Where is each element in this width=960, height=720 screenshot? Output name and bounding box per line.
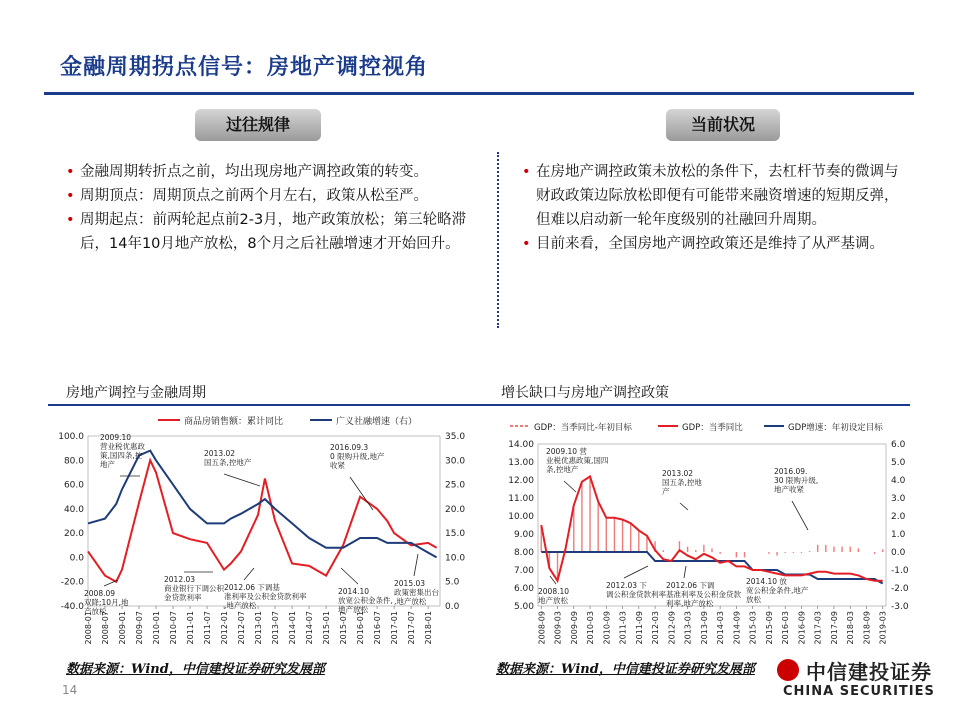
x-tick-label: 2009-01: [118, 611, 128, 645]
annotation-label: 2016.09.3: [330, 443, 369, 452]
x-tick-label: 2008-09: [537, 611, 547, 645]
annotation-label: 产放松: [84, 607, 107, 616]
x-tick-label: 2010-07: [169, 611, 179, 645]
annotation-label: 2012.06 下调: [666, 581, 715, 590]
y-right-tick-label: 25.0: [445, 480, 466, 491]
x-tick-label: 2017-07: [407, 611, 417, 645]
y-left-tick-label: 0.0: [69, 553, 84, 564]
annotation-label: 业税优惠政策,国四: [546, 456, 609, 465]
logo-text-en: CHINA SECURITIES: [783, 684, 935, 699]
current-status-list: [520, 160, 902, 256]
annotation-label: 调公积金贷款利率: [606, 590, 666, 599]
annotation-label: 2014.10 放: [746, 577, 787, 586]
x-tick-label: 2016-03: [781, 611, 791, 645]
x-tick-label: 2013-01: [254, 611, 264, 645]
annotation-arrow: [350, 477, 373, 510]
y-right-tick-label: 2.0: [891, 512, 906, 522]
y-left-tick-label: 80.0: [63, 456, 84, 467]
x-tick-label: 2018-09: [862, 611, 872, 645]
annotation-label: 2012.03 下: [606, 581, 647, 590]
legend-label: 商品房销售额：累计同比: [184, 417, 284, 427]
x-tick-label: 2013-03: [683, 611, 693, 645]
y-left-tick-label: 40.0: [63, 504, 84, 515]
annotation-label: 国五条,控地: [662, 478, 702, 487]
bullet-item: • 周期顶点：周期顶点之前两个月左右，政策从松至严。: [64, 184, 494, 208]
series-sales-line: [88, 460, 437, 581]
x-tick-label: 2016-01: [356, 611, 366, 645]
annotation-label: 2013.02: [204, 449, 236, 458]
x-tick-label: 2010-01: [152, 611, 162, 645]
annotation-label: 2009.10: [100, 433, 132, 442]
source-note-right: 数据来源：Wind，中信建投证券研究发展部: [496, 662, 755, 677]
page-number: 14: [62, 683, 78, 697]
x-tick-label: 2012-03: [651, 611, 661, 645]
y-left-tick-label: 100.0: [58, 432, 84, 442]
x-tick-label: 2014-09: [732, 611, 742, 645]
annotation-label: 商业银行下调公积: [164, 584, 224, 593]
annotation-label: 产: [662, 487, 670, 496]
y-right-tick-label: 20.0: [445, 504, 466, 515]
series-credit-line: [88, 451, 437, 558]
bullet-item: • 周期起点：前两轮起点前2-3月，地产政策放松；第三轮略滞后，14年10月地产放松，8个月之后社融增速才开始回升。: [64, 208, 494, 256]
annotation-label: 利率,地产放松: [666, 599, 714, 608]
annotation-label: 准利率及公积金贷款利率: [224, 592, 307, 601]
annotation-label: 国五条,控地产: [204, 458, 252, 467]
real-estate-credit-chart: [48, 406, 468, 654]
x-tick-label: 2012-01: [220, 611, 230, 645]
page-title: 金融周期拐点信号：房地产调控视角: [60, 55, 429, 80]
y-right-tick-label: 4.0: [891, 476, 906, 486]
logo-text-cn: 中信建投证券: [806, 660, 932, 684]
x-tick-label: 2013-07: [271, 611, 281, 645]
annotation-label: 基准利率及公积金贷款: [666, 590, 741, 599]
x-tick-label: 2008-07: [101, 611, 111, 645]
y-right-tick-label: 0.0: [445, 602, 460, 612]
annotation-label: 地产放松: [338, 605, 368, 614]
annotation-label: 宽公积金条件,地产: [746, 586, 809, 595]
legend-label: 广义社融增速（右）: [336, 417, 418, 427]
x-tick-label: 2015-01: [322, 611, 332, 645]
annotation-label: 放松: [746, 595, 761, 604]
annotation-label: 2016.09.: [774, 467, 808, 476]
bullet-item: • 金融周期转折点之前，均出现房地产调控政策的转变。: [64, 160, 494, 184]
china-securities-logo-icon: [777, 659, 799, 681]
y-right-tick-label: -2.0: [891, 584, 909, 594]
annotation-arrow: [792, 501, 808, 530]
y-right-tick-label: 35.0: [445, 432, 466, 442]
annotation-label: 2015.03: [394, 579, 426, 588]
annotation-label: 30 限购升级,: [774, 476, 819, 485]
bullet-item: • 目前来看，全国房地产调控政策还是维持了从严基调。: [520, 232, 902, 256]
annotation-label: 营业税优惠政: [100, 442, 145, 451]
y-left-tick-label: 60.0: [63, 480, 84, 491]
x-tick-label: 2012-07: [237, 611, 247, 645]
y-right-tick-label: 0.0: [891, 548, 906, 558]
annotation-label: 地产收紧: [774, 485, 804, 494]
annotation-arrow: [564, 481, 576, 492]
annotation-arrow: [680, 503, 688, 510]
x-tick-label: 2011-03: [618, 611, 628, 645]
past-pattern-list: [64, 160, 494, 256]
annotation-arrow: [104, 580, 118, 586]
y-left-tick-label: 5.00: [513, 602, 534, 612]
current-status-badge: 当前状况: [666, 109, 780, 141]
annotation-label: ,地产放松: [394, 597, 427, 606]
annotation-arrow: [244, 568, 254, 580]
annotation-label: 2009.10 营: [546, 447, 587, 456]
past-pattern-badge: 过往规律: [195, 109, 321, 141]
x-tick-label: 2009-07: [135, 611, 145, 645]
annotation-label: 2008.10: [538, 587, 570, 596]
annotation-arrow: [224, 474, 260, 486]
y-left-tick-label: 20.0: [63, 529, 84, 540]
x-tick-label: 2016-07: [373, 611, 383, 645]
annotation-label: 2013.02: [662, 469, 694, 478]
annotation-label: 策,国四条,控: [100, 451, 143, 460]
y-right-tick-label: 15.0: [445, 529, 466, 540]
y-right-tick-label: 3.0: [891, 494, 906, 504]
x-tick-label: 2015-07: [339, 611, 349, 645]
y-right-tick-label: 1.0: [891, 530, 906, 540]
y-left-tick-label: -40.0: [60, 602, 84, 612]
y-left-tick-label: 6.00: [513, 584, 534, 594]
annotation-label: 收紧: [330, 461, 345, 470]
series-gdp-line: [541, 476, 882, 580]
gdp-gap-chart: [502, 406, 914, 654]
legend-label: GDP：当季同比-年初目标: [534, 423, 632, 433]
y-left-tick-label: 7.00: [513, 566, 534, 576]
y-right-tick-label: 5.0: [891, 458, 906, 468]
legend-label: GDP增速：年初设定目标: [788, 423, 883, 433]
annotation-arrow: [341, 568, 358, 584]
annotation-label: 双降;10月,地: [84, 598, 129, 607]
annotation-label: 地产: [100, 460, 115, 469]
y-right-tick-label: 10.0: [445, 553, 466, 564]
annotation-arrow: [624, 566, 648, 578]
annotation-label: 2012.06 下调基: [224, 583, 280, 592]
x-tick-label: 2011-07: [203, 611, 213, 645]
x-tick-label: 2011-01: [186, 611, 196, 645]
annotation-label: 2008.09: [84, 589, 116, 598]
x-tick-label: 2016-09: [797, 611, 807, 645]
y-left-tick-label: 8.00: [513, 548, 534, 558]
y-right-tick-label: 30.0: [445, 456, 466, 467]
x-tick-label: 2017-03: [813, 611, 823, 645]
x-tick-label: 2009-09: [569, 611, 579, 645]
y-left-tick-label: 10.00: [508, 512, 534, 522]
annotation-label: 政策密集出台: [394, 588, 439, 597]
x-tick-label: 2008-01: [84, 611, 93, 645]
annotation-arrow: [414, 554, 418, 576]
x-tick-label: 2009-03: [553, 611, 563, 645]
y-right-tick-label: -1.0: [891, 566, 909, 576]
annotation-label: 2014.10: [338, 587, 370, 596]
x-tick-label: 2015-09: [764, 611, 774, 645]
y-right-tick-label: -3.0: [891, 602, 909, 612]
x-tick-label: 2013-09: [699, 611, 709, 645]
annotation-arrow: [684, 566, 686, 578]
x-tick-label: 2010-09: [602, 611, 612, 645]
annotation-label: 0 限购升级,地产: [330, 452, 385, 461]
y-right-tick-label: 5.0: [445, 577, 460, 588]
bullet-item: • 在房地产调控政策未放松的条件下，去杠杆节奏的微调与财政政策边际放松即便有可能带来融资增速的短期反弹，但难以启动新一轮年度级别的社融回升周期。: [520, 160, 902, 232]
x-tick-label: 2018-01: [424, 611, 434, 645]
x-tick-label: 2014-03: [716, 611, 726, 645]
annotation-label: 2012.03: [164, 575, 196, 584]
x-tick-label: 2014-01: [288, 611, 298, 645]
y-right-tick-label: 6.0: [891, 440, 906, 450]
annotation-label: ,地产放松: [224, 601, 257, 610]
annotation-label: 金贷款利率: [164, 593, 202, 602]
x-tick-label: 2012-09: [667, 611, 677, 645]
column-divider: [497, 152, 499, 328]
y-left-tick-label: 13.00: [508, 458, 534, 468]
x-tick-label: 2017-09: [829, 611, 839, 645]
y-left-tick-label: 14.00: [508, 440, 534, 450]
annotation-label: 条,控地产: [546, 465, 579, 474]
left-chart-caption: 房地产调控与金融周期: [66, 385, 206, 401]
x-tick-label: 2017-01: [390, 611, 400, 645]
legend-label: GDP：当季同比: [682, 423, 743, 433]
annotation-label: 放宽公积金条件,: [338, 596, 393, 605]
x-tick-label: 2019-03: [878, 611, 888, 645]
y-left-tick-label: 11.00: [508, 494, 534, 504]
x-tick-label: 2018-03: [846, 611, 856, 645]
y-left-tick-label: -20.0: [60, 577, 84, 588]
x-tick-label: 2015-03: [748, 611, 758, 645]
annotation-label: 地产放松: [538, 596, 568, 605]
x-tick-label: 2014-07: [305, 611, 315, 645]
source-note-left: 数据来源：Wind，中信建投证券研究发展部: [66, 662, 325, 677]
right-chart-caption: 增长缺口与房地产调控政策: [501, 385, 669, 401]
y-left-tick-label: 9.00: [513, 530, 534, 540]
title-rule: [44, 92, 914, 95]
x-tick-label: 2011-09: [634, 611, 644, 645]
x-tick-label: 2010-03: [586, 611, 596, 645]
y-left-tick-label: 12.00: [508, 476, 534, 486]
